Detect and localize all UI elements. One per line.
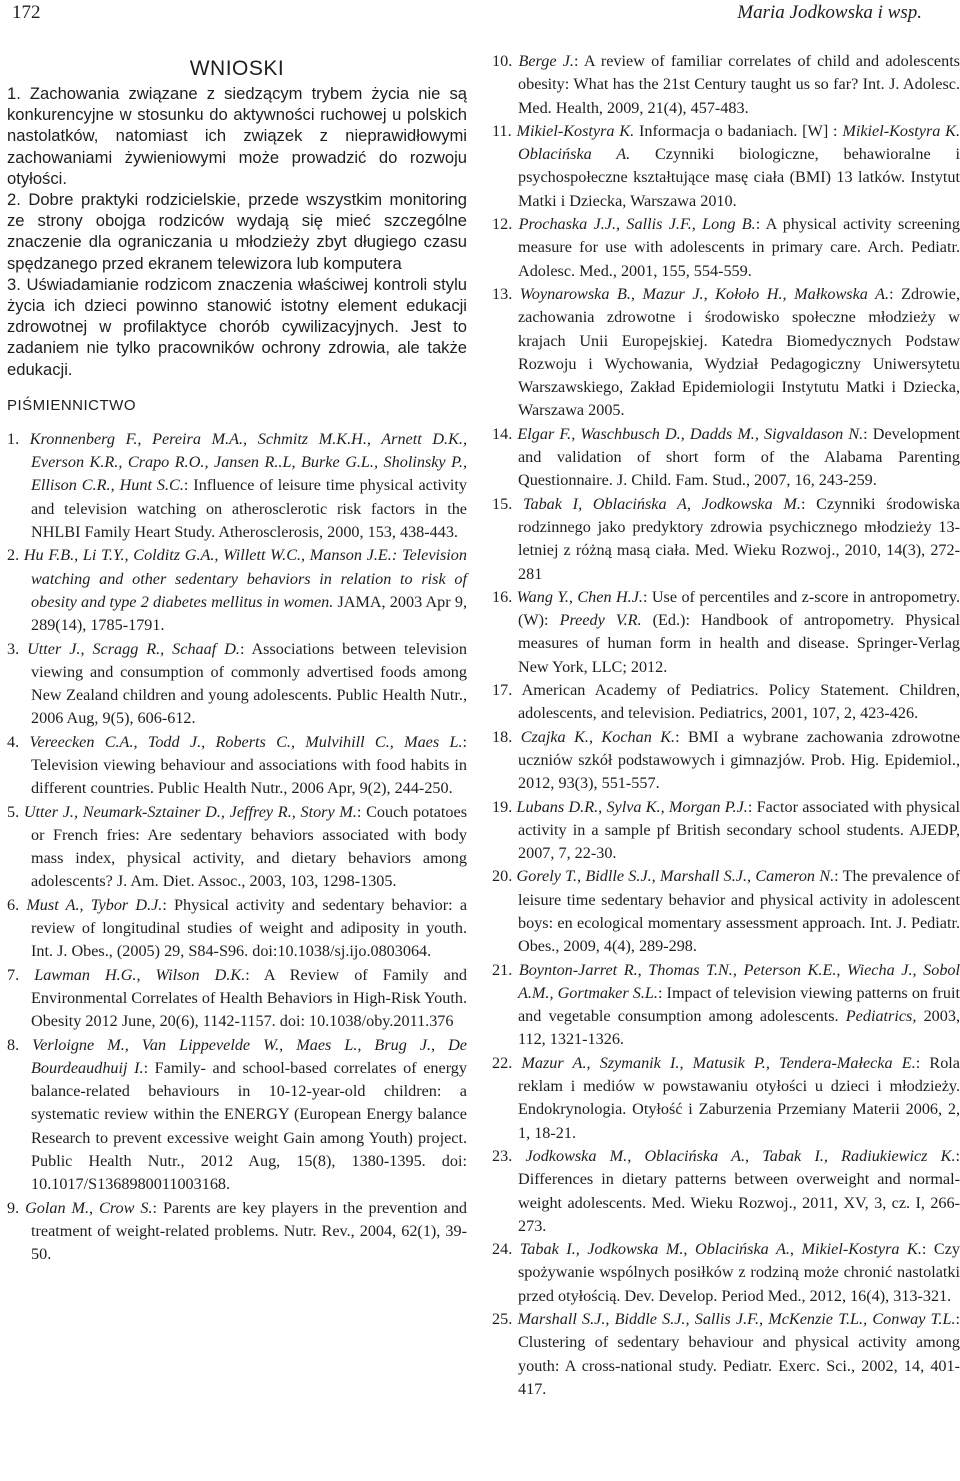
ref-details: 2003, 112, 1321-1326. [518, 1007, 960, 1049]
references-list-left [7, 428, 467, 1267]
reference-item [7, 894, 467, 964]
reference-item [492, 50, 960, 120]
ref-authors: Preedy V.R. [559, 611, 642, 630]
ref-number: 14. [492, 424, 513, 443]
ref-details: : Family- and school-based correlates of energy balance-related behaviours in 10-12-year-old children: a systematic review within the ENERGY (European Energy balance Research to prevent excessive weight Gain among Youth) project. Public Health Nutr., 2012 Aug, 15(8), 1380-1395. doi: 10.1017/S1368980011003168. [31, 1058, 467, 1194]
ref-authors: Mazur A., Szymanik I., Matusik P., Tendera-Małecka E. [521, 1053, 916, 1072]
ref-authors: Kronnenberg F., Pereira M.A., Schmitz M.K.H., Arnett D.K., Everson K.R., Crapo R.O., Jansen R..L, Burke G.L., Sholinsky P., Ellison C.R., Hunt S.C. [29, 429, 467, 495]
ref-details: : A physical activity screening measure for use with adolescents in primary care. Arch. Pediatr. Adolesc. Med., 2001, 155, 554-559. [518, 215, 960, 280]
ref-number: 5. [7, 802, 20, 821]
ref-number: 12. [492, 215, 513, 234]
reference-item [492, 283, 960, 423]
ref-details: : Development and validation of short form of the Alabama Parenting Questionnaire. J. Child. Fam. Stud., 2007, 16, 243-259. [518, 424, 960, 490]
ref-authors: Marshall S.J., Biddle S.J., Sallis J.F., McKenzie T.L., Conway T.L. [517, 1310, 956, 1329]
ref-title: Pediatrics, [845, 1007, 917, 1026]
ref-details: : Television viewing behaviour and associations with food habits in different countries. Public Health Nutr., 2006 Apr, 9(2), 244-250. [31, 732, 467, 798]
ref-authors: Boynton-Jarret R., Thomas T.N., Peterson K.E., Wiecha J., Sobol A.M., Gortmaker S.L. [518, 960, 960, 1002]
ref-authors: Lawman H.G., Wilson D.K. [34, 965, 246, 984]
ref-number: 13. [492, 284, 513, 303]
reference-item [7, 801, 467, 894]
running-title: Maria Jodkowska i wsp. [737, 2, 922, 23]
reference-item [492, 796, 960, 866]
reference-item [492, 1308, 960, 1401]
ref-number: 9. [7, 1198, 20, 1217]
ref-authors: Mikiel-Kostyra K. [516, 121, 635, 140]
ref-authors: Czajka K., Kochan K. [520, 727, 676, 746]
conclusion-item: 1. Zachowania związane z siedzącym trybem życia nie są konkurencyjne w stosunku do aktywności ruchowej u polskich nastolatków, natomiast ich związek z nieprawidłowymi zachowaniami żywieniowymi może prowadzić do rozwoju otyłości. [7, 84, 467, 188]
ref-number: 7. [7, 965, 20, 984]
reference-item [492, 679, 960, 726]
ref-details: : A review of familiar correlates of child and adolescents obesity: What has the 21st Century taught us so far? Int. J. Adolesc. Med. Health, 2009, 21(4), 457-483. [518, 52, 960, 117]
ref-details: : The prevalence of leisure time sedentary behavior and physical activity in adolescent boys: en ecological momentary assessment approach. Int. J. Pediatr. Obes., 2009, 4(4), 289-298. [518, 867, 960, 956]
reference-item [492, 726, 960, 796]
ref-details: : Zdrowie, zachowania zdrowotne i środowisko społeczne młodzieży w krajach Unii Europejskiej. Katedra Biomedycznych Podstaw Rozwoju i Wychowania, Wydział Pedagogiczny Uniwersytetu Warszawskiego, Zakład Epidemiologii Instytutu Matki i Dziecka, Warszawa 2005. [518, 284, 960, 420]
ref-authors: Utter J., Scragg R., Schaaf D. [27, 639, 240, 658]
reference-item [492, 423, 960, 493]
ref-authors: Verloigne M., Van Lippevelde W., Maes L., Brug J., De Bourdeaudhuij I. [31, 1035, 467, 1077]
conclusion-item: 3. Uświadamianie rodzicom znaczenia właściwej kontroli stylu życia ich dzieci powinno stanowić istotny element edukacji zdrowotnej w profilaktyce chorób cywilizacyjnych. Jest to zadaniem nie tylko pracowników ochrony zdrowia, ale także edukacji. [7, 274, 467, 379]
ref-details: : Influence of leisure time physical activity and television watching on atherosclerotic risk factors in the NHLBI Family Heart Study. Atherosclerosis, 2000, 153, 438-443. [31, 476, 467, 542]
ref-authors: Must A., Tybor D.J. [26, 895, 163, 914]
reference-item [492, 865, 960, 958]
reference-item [492, 1238, 960, 1308]
reference-item [7, 964, 467, 1034]
ref-details: : Associations between television viewing and consumption of commonly advertised foods among New Zealand children and young adolescents. Public Health Nutr., 2006 Aug, 9(5), 606-612. [31, 639, 467, 728]
ref-details: (Ed.): Handbook of antropometry. Physical measures of human form in health and disease. Springer-Verlag New York, LLC; 2012. [518, 611, 960, 676]
ref-authors: Wang Y., Chen H.J. [516, 587, 643, 606]
ref-authors: Hu F.B., Li T.Y., Colditz G.A., Willett W.C., Manson J.E. [23, 546, 392, 565]
ref-details: : Czy spożywanie wspólnych posiłków z rodziną może chronić nastolatki przed otyłością. Dev. Develop. Period Med., 2012, 16(4), 313-321. [518, 1240, 960, 1305]
ref-number: 3. [7, 639, 20, 658]
ref-number: 1. [7, 429, 20, 448]
ref-authors: Berge J. [518, 52, 574, 70]
ref-details: : A Review of Family and Environmental Correlates of Health Behaviors in High-Risk Youth. Obesity 2012 June, 20(6), 1142-1157. doi: 10.1038/oby.2011.376 [31, 965, 468, 1031]
ref-details: : Rola reklam i mediów w powstawaniu otyłości u dzieci i młodzieży. Endokrynologia. Otyłość i Zaburzenia Przemiany Materii 2006, 2, 1, 18-21. [518, 1053, 960, 1142]
reference-item [492, 1145, 960, 1238]
ref-details: JAMA, 2003 Apr 9, 289(14), 1785-1791. [31, 592, 467, 635]
ref-number: 2. [7, 546, 20, 565]
ref-details: American Academy of Pediatrics. Policy Statement. Children, adolescents, and television. Pediatrics, 2001, 107, 2, 423-426. [518, 681, 960, 723]
ref-details: : BMI a wybrane zachowania zdrowotne uczniów szkół podstawowych i gimnazjów. Prob. Hig. Epidemiol., 2012, 93(3), 551-557. [518, 727, 960, 793]
ref-number: 23. [492, 1146, 513, 1165]
reference-item [492, 1052, 960, 1145]
reference-item [7, 638, 467, 731]
ref-number: 24. [492, 1240, 513, 1259]
reference-item [7, 544, 467, 637]
reference-item [7, 1197, 467, 1267]
ref-details: : Clustering of sedentary behaviour and physical activity among youth: A cross-national study. Pediatr. Exerc. Sci., 2002, 14, 401-417. [518, 1310, 960, 1398]
references-list-right [492, 50, 960, 1401]
ref-number: 22. [492, 1053, 513, 1072]
ref-number: 15. [492, 494, 513, 513]
ref-details: : Factor associated with physical activity in a sample pf British secondary school students. AJEDP, 2007, 7, 22-30. [518, 797, 960, 863]
reference-item [7, 731, 467, 801]
ref-number: 11. [492, 121, 512, 140]
ref-number: 17. [492, 681, 513, 700]
ref-number: 25. [492, 1310, 513, 1329]
ref-details: : Differences in dietary patterns between overweight and normal-weight adolescents. Med. Wieku Rozwoj., 2011, XV, 3, cz. I, 266-273. [518, 1146, 960, 1235]
reference-item [492, 493, 960, 586]
ref-details: : Impact of television viewing patterns on fruit and vegetable consumption among adolescents. [518, 983, 960, 1026]
ref-details: Informacja o badaniach. [W] : [634, 121, 843, 140]
references-heading: PIŚMIENNICTWO [7, 396, 136, 414]
ref-authors: Jodkowska M., Oblacińska A., Tabak I., Radiukiewicz K. [525, 1146, 956, 1165]
ref-details: : Use of percentiles and z-score in antropometry. (W): [518, 587, 960, 630]
conclusion-item: 2. Dobre praktyki rodzicielskie, przede wszystkim monitoring ze strony obojga rodziców wydają się mieć szczególne znaczenie dla ograniczania u młodzieży zbyt długiego czasu spędzanego przed ekranem telewizora lub komputera [7, 190, 467, 273]
ref-details: : Physical activity and sedentary behavior: a review of longitudinal studies of weight and adiposity in youth. Int. J. Obes., (2005) 29, S84-S96. doi:10.1038/sj.ijo.0803064. [31, 895, 468, 961]
ref-number: 8. [7, 1035, 20, 1054]
ref-authors: Tabak I., Jodkowska M., Oblacińska A., Mikiel-Kostyra K. [519, 1240, 922, 1259]
ref-authors: Vereecken C.A., Todd J., Roberts C., Mulvihill C., Maes L. [29, 732, 463, 751]
left-column [7, 50, 467, 1267]
ref-authors: Lubans D.R., Sylva K., Morgan P.J. [516, 797, 748, 816]
ref-number: 10. [492, 52, 513, 70]
conclusions-list [7, 83, 467, 380]
ref-authors: Mikiel-Kostyra K. Oblacińska A. [518, 121, 960, 164]
ref-number: 18. [492, 727, 513, 746]
ref-number: 6. [7, 895, 20, 914]
ref-authors: Golan M., Crow S. [25, 1198, 153, 1217]
ref-number: 20. [492, 867, 513, 886]
conclusions-heading: WNIOSKI [189, 57, 285, 80]
ref-number: 19. [492, 797, 513, 816]
ref-authors: Prochaska J.J., Sallis J.F., Long B. [518, 215, 756, 234]
ref-details: : Couch potatoes or French fries: Are sedentary behaviors associated with body mass index, physical activity, and dietary behaviors among adolescents? J. Am. Diet. Assoc., 2003, 103, 1298-1305. [31, 802, 467, 891]
ref-number: 21. [492, 960, 513, 979]
ref-details: : Czynniki środowiska rodzinnego jako predyktory zdrowia psychicznego młodzieży 13-letniej z różną masą ciała. Med. Wieku Rozwoj., 2010, 14(3), 272-281 [518, 494, 960, 583]
page-number: 172 [12, 2, 41, 23]
reference-item [7, 1034, 467, 1197]
ref-authors: Tabak I, Oblacińska A, Jodkowska M. [522, 494, 801, 513]
reference-item [7, 428, 467, 544]
ref-details: : Parents are key players in the prevention and treatment of weight-related problems. Nutr. Rev., 2004, 62(1), 39-50. [31, 1198, 468, 1264]
reference-item [492, 213, 960, 283]
ref-number: 4. [7, 732, 20, 751]
ref-details: Czynniki biologiczne, behawioralne i psychospołeczne kształtujące masę ciała (BMI) 13 latków. Instytut Matki i Dziecka, Warszawa 2010. [518, 145, 960, 210]
reference-item [492, 586, 960, 679]
reference-item [492, 959, 960, 1052]
ref-title: : Television watching and other sedentary behaviors in relation to risk of obesity and type 2 diabetes mellitus in women. [31, 546, 467, 611]
ref-authors: Elgar F., Waschbusch D., Dadds M., Sigvaldason N. [517, 424, 864, 443]
page-header [0, 0, 960, 40]
reference-item [492, 120, 960, 213]
right-column [492, 50, 960, 1401]
ref-authors: Woynarowska B., Mazur J., Kołoło H., Małkowska A. [519, 284, 890, 303]
ref-number: 16. [492, 587, 513, 606]
ref-authors: Utter J., Neumark-Sztainer D., Jeffrey R., Story M. [23, 802, 357, 821]
ref-authors: Gorely T., Bidlle S.J., Marshall S.J., Cameron N. [516, 867, 835, 886]
